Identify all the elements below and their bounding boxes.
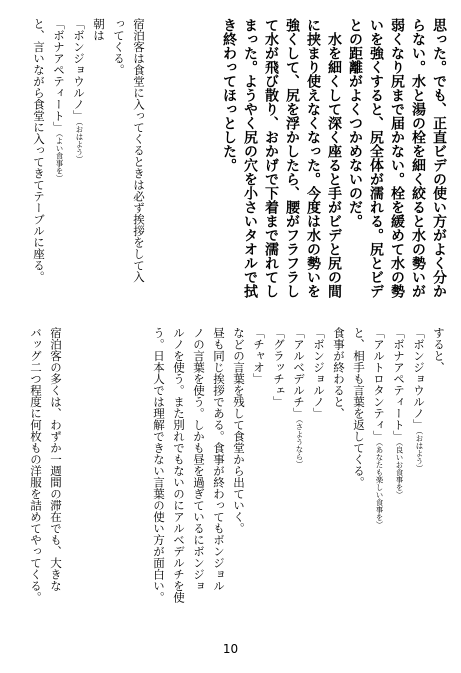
text-line: 「チャオ」 <box>252 327 266 385</box>
paragraph-greetings-enter <box>29 18 149 323</box>
text-line: ルノを使う。また別れでもないのにアルベデルチを使 <box>172 327 186 603</box>
text-line: 昼も同じ挨拶である。食事が終わってもボンジョル <box>212 327 226 592</box>
text-line: ノの言葉を使う。しかも昼を過ぎているにボンジョ <box>192 327 206 592</box>
text-line: 強くして、尻を浮かしたら、腰がフラフラし <box>284 18 300 298</box>
translation-note: （さようなら） <box>295 419 304 468</box>
text-line: バッグ二つ程度に何枚もの洋服を詰めてやってくる。 <box>29 327 43 603</box>
text-line: 水を細くして深く座ると手がビデと尻の間 <box>326 18 342 298</box>
text-line: と、言いながら食堂に入ってきてテーブルに座る。 <box>32 18 46 283</box>
text-line: 「グラッチェ」 <box>272 327 286 408</box>
text-line: と、相手も言葉を返してくる。 <box>352 327 366 488</box>
text-line: らない。水と湯の栓を細く絞ると水の勢いが <box>410 18 426 298</box>
text-line: 宿泊客は食堂に入ってくるときは必ず挨拶をして入 <box>132 18 146 283</box>
text-line <box>69 18 89 323</box>
paragraph-bidet <box>218 18 449 323</box>
text-line: いを強くすると、尻全体が濡れる。尻とビデ <box>368 18 384 298</box>
phrase: 「アルベデルチ」 <box>292 327 306 419</box>
translation-note: （おはよう） <box>75 121 84 163</box>
text-line: 弱くなり尻まで届かない。栓を緩めて水の勢 <box>389 18 405 298</box>
text-line: まった。ようやく尻の穴を小さいタオルで拭 <box>242 18 258 298</box>
text-line: との距離がよくつかめないのだ。 <box>347 18 363 228</box>
translation-note: （良いお食事を） <box>395 442 404 499</box>
text-line <box>389 327 409 637</box>
text-line: き終わってほっとした。 <box>221 18 237 172</box>
text-line: すると、 <box>432 327 446 373</box>
text-line: 思った。でも、正直ビデの使い方がよく分か <box>431 18 447 298</box>
phrase: 「ボンジョウルノ」 <box>72 18 86 122</box>
text-line: 「ボンジョルノ」 <box>312 327 326 419</box>
text-line: 食事が終わると、 <box>332 327 346 419</box>
text-line: て水が飛び散り、おかげで下着まで濡れてし <box>263 18 279 298</box>
phrase: 「ボナアペティート」 <box>392 327 406 442</box>
text-line <box>409 327 429 637</box>
text-line <box>49 18 69 323</box>
phrase: 「アルトロタンティ」 <box>372 327 386 442</box>
text-line: う。日本人では理解できない言葉の使い方が面白い。 <box>152 327 166 603</box>
paragraph-greetings-reply <box>149 327 449 637</box>
text-line: 朝は <box>92 18 106 41</box>
phrase: 「ボンジョウルノ」 <box>412 327 426 431</box>
phrase: 「ボナアペティート」 <box>52 18 66 133</box>
text-line: 宿泊客の多くは、わずか一週間の滞在でも、大きな <box>49 327 63 592</box>
translation-note: （よい食事を） <box>55 133 64 182</box>
text-line: などの言葉を残して食堂から出ていく。 <box>232 327 246 534</box>
text-line: に挟まり使えなくなった。今度は水の勢いを <box>305 18 321 298</box>
text-line <box>369 327 389 637</box>
translation-note: （おはよう） <box>415 430 424 472</box>
text-line: ってくる。 <box>112 18 126 76</box>
page-number: 10 <box>222 642 239 656</box>
translation-note: （あなたも楽しい食事を） <box>375 442 384 529</box>
paragraph-luggage <box>26 327 66 637</box>
text-line <box>289 327 309 637</box>
